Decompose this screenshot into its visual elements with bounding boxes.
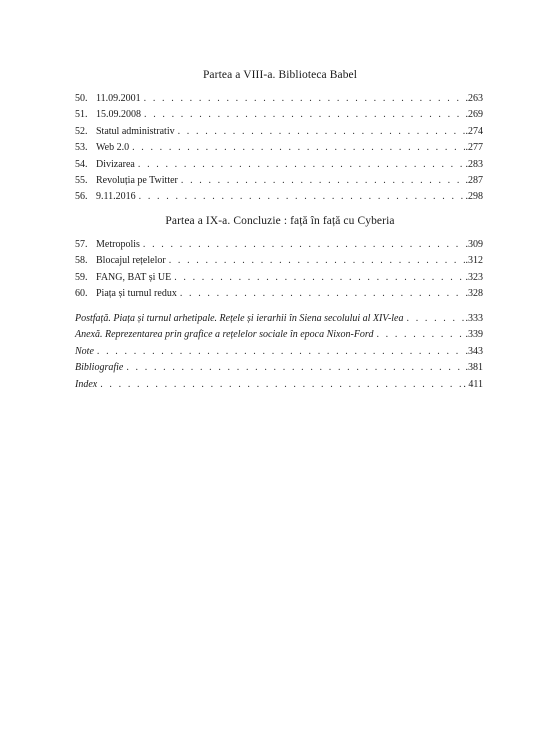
- toc-entry-number: 52.: [75, 125, 88, 137]
- toc-entry-title: Web 2.0: [96, 142, 130, 154]
- toc-entry-page: .381: [465, 362, 483, 374]
- toc-entry: [75, 344, 483, 360]
- toc-entry: [75, 91, 483, 107]
- toc-entry: [75, 107, 483, 123]
- toc-entry-title: Blocajul rețelelor: [96, 255, 166, 267]
- toc-entry-page: .343: [465, 345, 483, 357]
- toc-entry: [75, 157, 483, 173]
- toc-entry-title: Divizarea: [96, 158, 135, 170]
- dot-leader: [178, 124, 465, 140]
- toc-entry-number: 57.: [75, 239, 88, 250]
- toc-entry-title: Note: [75, 345, 94, 357]
- toc-entry-page: .283: [465, 158, 483, 170]
- toc-entry-page: .269: [465, 109, 483, 121]
- toc-entry-title: 9.11.2016: [96, 191, 136, 203]
- part-viii-heading: Partea a VIII-a. Biblioteca Babel: [202, 69, 358, 81]
- dot-leader: [174, 270, 464, 286]
- dot-leader: [181, 173, 465, 189]
- toc-entry-number: 58.: [75, 255, 88, 267]
- dot-leader: [132, 140, 464, 156]
- toc-entry-page: .312: [465, 255, 483, 267]
- dot-leader: [126, 360, 464, 376]
- dot-leader: [169, 253, 465, 269]
- toc-entry-title: Piața și turnul redux: [96, 288, 177, 300]
- toc-entry: [75, 311, 483, 327]
- toc-entry-number: 54.: [75, 158, 88, 170]
- part-viii-toc: [75, 91, 483, 206]
- toc-entry: [75, 124, 483, 140]
- toc-entry-number: 55.: [75, 174, 88, 186]
- dot-leader: [100, 377, 462, 393]
- toc-entry-page: .328: [465, 288, 483, 300]
- toc-entry-number: 50.: [75, 93, 88, 104]
- toc-entry-number: 51.: [75, 109, 88, 121]
- dot-leader: [139, 189, 465, 205]
- toc-entry-page: .323: [465, 271, 483, 283]
- toc-entry-page: .309: [465, 239, 483, 250]
- toc-entry-number: 56.: [75, 191, 88, 203]
- toc-entry: [75, 377, 483, 393]
- part-ix-toc: [75, 237, 483, 303]
- toc-entry-title: Bibliografie: [75, 362, 124, 374]
- dot-leader: [376, 327, 464, 343]
- toc-entry-page: . 411: [463, 378, 483, 390]
- toc-entry-page: .287: [465, 174, 483, 186]
- part-ix-heading: Partea a IX-a. Concluzie : față în față cu Cyberia: [165, 215, 395, 227]
- toc-entry-number: 60.: [75, 288, 88, 300]
- toc-entry: [75, 253, 483, 269]
- toc-entry-number: 53.: [75, 142, 88, 154]
- dot-leader: [97, 344, 465, 360]
- toc-entry-title: 11.09.2001: [96, 93, 141, 104]
- toc-entry-title: 15.09.2008: [96, 109, 141, 121]
- toc-entry: [75, 237, 483, 253]
- dot-leader: [138, 157, 465, 173]
- toc-entry-title: FANG, BAT și UE: [96, 271, 172, 283]
- toc-entry-page: .298: [465, 191, 483, 203]
- toc-entry-title: Anexă. Reprezentarea prin grafice a rețelelor sociale în epoca Nixon-Ford: [75, 329, 374, 341]
- dot-leader: [144, 107, 465, 123]
- toc-entry: [75, 189, 483, 205]
- toc-entry: [75, 270, 483, 286]
- toc-entry-title: Postfață. Piața și turnul arhetipale. Rețele și ierarhii în Siena secolului al XIV-lea: [75, 313, 404, 324]
- toc-entry-page: .274: [465, 125, 483, 137]
- toc-entry: [75, 286, 483, 302]
- back-matter-toc: [75, 311, 483, 393]
- toc-entry-page: .339: [465, 329, 483, 341]
- toc-entry-page: .277: [465, 142, 483, 154]
- toc-entry-title: Revoluția pe Twitter: [96, 174, 178, 186]
- dot-leader: [407, 311, 465, 327]
- toc-entry: [75, 140, 483, 156]
- toc-entry-number: 59.: [75, 271, 88, 283]
- toc-entry-page: .333: [465, 313, 483, 324]
- toc-entry: [75, 173, 483, 189]
- dot-leader: [143, 237, 465, 253]
- dot-leader: [180, 286, 465, 302]
- toc-entry-title: Index: [75, 378, 98, 390]
- toc-entry-page: .263: [465, 93, 483, 104]
- toc-entry-title: Metropolis: [96, 239, 140, 250]
- toc-entry: [75, 327, 483, 343]
- toc-entry: [75, 360, 483, 376]
- dot-leader: [144, 91, 465, 107]
- toc-entry-title: Statul administrativ: [96, 125, 175, 137]
